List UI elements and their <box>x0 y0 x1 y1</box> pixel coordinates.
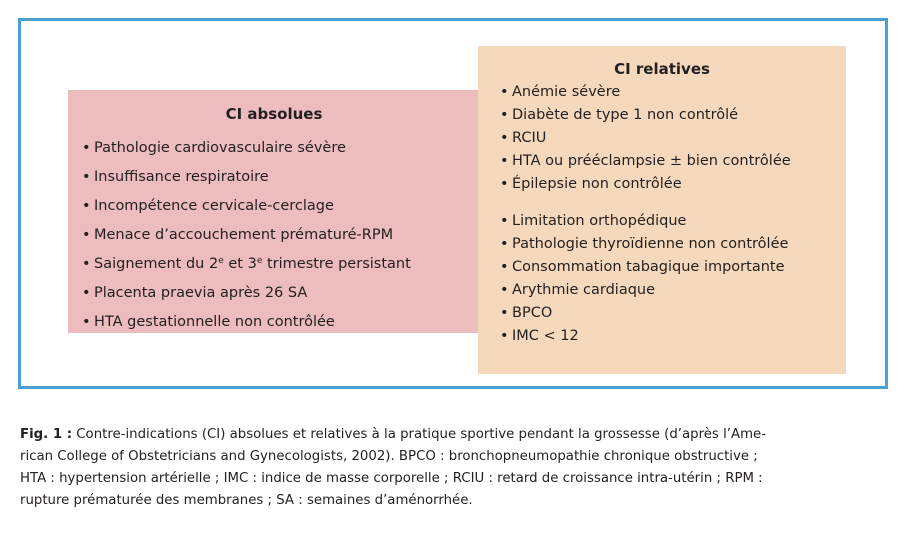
list-item: • IMC < 12 <box>500 325 846 348</box>
list-item: • Pathologie cardiovasculaire sévère <box>82 134 480 163</box>
list-item: • Pathologie thyroïdienne non contrôlée <box>500 233 846 256</box>
list-item: • Incompétence cervicale-cerclage <box>82 192 480 221</box>
ci-relatives-list-1 <box>500 81 846 196</box>
list-item: • HTA gestationnelle non contrôlée <box>82 308 480 337</box>
caption-line: rican College of Obstetricians and Gynecologists, 2002). BPCO : bronchopneumopathie chronique obstructive ; <box>20 449 758 464</box>
list-item: • Anémie sévère <box>500 81 846 104</box>
caption-line: rupture prématurée des membranes ; SA : semaines d’aménorrhée. <box>20 493 473 508</box>
ordinal-suffix: e <box>256 256 263 266</box>
ci-relatives-box <box>478 46 846 374</box>
ci-relatives-list-2 <box>500 210 846 348</box>
list-item: • Limitation orthopédique <box>500 210 846 233</box>
item-text: Saignement du 2 <box>94 256 219 272</box>
list-item <box>82 250 480 279</box>
list-item: • Placenta praevia après 26 SA <box>82 279 480 308</box>
ci-relatives-title: CI relatives <box>614 60 710 78</box>
item-text: et 3 <box>223 256 257 272</box>
ci-absolues-list <box>82 134 480 337</box>
list-item: • Arythmie cardiaque <box>500 279 846 302</box>
list-item: • Diabète de type 1 non contrôlé <box>500 104 846 127</box>
list-item: • HTA ou prééclampsie ± bien contrôlée <box>500 150 846 173</box>
list-item: • Épilepsie non contrôlée <box>500 173 846 196</box>
caption-line: HTA : hypertension artérielle ; IMC : indice de masse corporelle ; RCIU : retard de croissance intra-utérin ; RPM : <box>20 471 763 486</box>
figure-caption <box>20 424 892 512</box>
list-item: • Consommation tabagique importante <box>500 256 846 279</box>
ordinal-suffix: e <box>218 256 224 266</box>
list-item: • Menace d’accouchement prématuré-RPM <box>82 221 480 250</box>
list-item: • BPCO <box>500 302 846 325</box>
caption-line: Contre-indications (CI) absolues et relatives à la pratique sportive pendant la grossesse (d’après l’Ame- <box>72 427 767 442</box>
ci-absolues-box <box>68 90 480 333</box>
ci-absolues-title: CI absolues <box>225 105 323 123</box>
list-item: • RCIU <box>500 127 846 150</box>
item-text: trimestre persistant <box>262 256 411 272</box>
caption-label: Fig. 1 : <box>20 427 73 442</box>
list-item: • Insuffisance respiratoire <box>82 163 480 192</box>
